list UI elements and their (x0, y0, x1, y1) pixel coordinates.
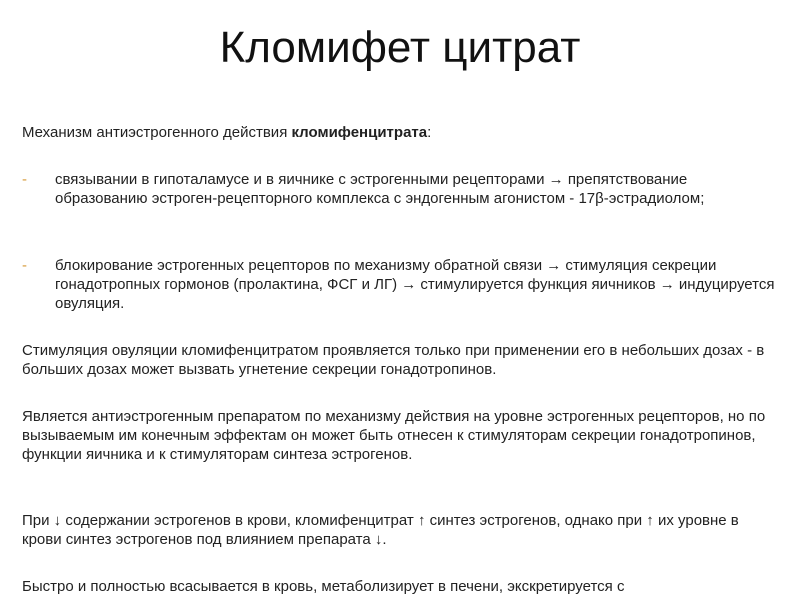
bullet-text: блокирование эстрогенных рецепторов по механизму обратной связи → стимуляция секреции гонадотропных гормонов (пролактина, ФСГ и ЛГ) → стимулируется функция яичников → индуцируется овуляция. (55, 257, 775, 312)
bullet-text: связывании в гипоталамусе и в яичнике с эстрогенными рецепторами → препятствование образованию эстроген-рецепторного комплекса с эндогенным агонистом - 17β-эстрадиолом; (55, 171, 705, 207)
intro-suffix: : (427, 124, 432, 141)
drug-name-bold: кломифенцитрата (291, 124, 428, 141)
intro-text (22, 123, 782, 142)
paragraph: Быстро и полностью всасывается в кровь, метаболизирует в печени, экскретируется с (22, 578, 625, 595)
paragraph: Является антиэстрогенным препаратом по механизму действия на уровне эстрогенных рецепторов, но по вызываемым им конечным эффектам он может быть отнесен к стимуляторам секреции гонадотропинов, функции яичника и к стимуляторам синтеза эстрогенов. (22, 408, 766, 463)
paragraph: Стимуляция овуляции кломифенцитратом проявляется только при применении его в небольших дозах - в больших дозах может вызвать угнетение секреции гонадотропинов. (22, 342, 765, 378)
bullet-marker: - (22, 257, 27, 274)
intro-prefix: Механизм антиэстрогенного действия (22, 124, 292, 141)
bullet-marker: - (22, 171, 27, 188)
slide-title: Кломифет цитрат (219, 23, 581, 72)
paragraph: При ↓ содержании эстрогенов в крови, кломифенцитрат ↑ синтез эстрогенов, однако при ↑ их уровне в крови синтез эстрогенов под влиянием препарата ↓. (22, 512, 739, 548)
